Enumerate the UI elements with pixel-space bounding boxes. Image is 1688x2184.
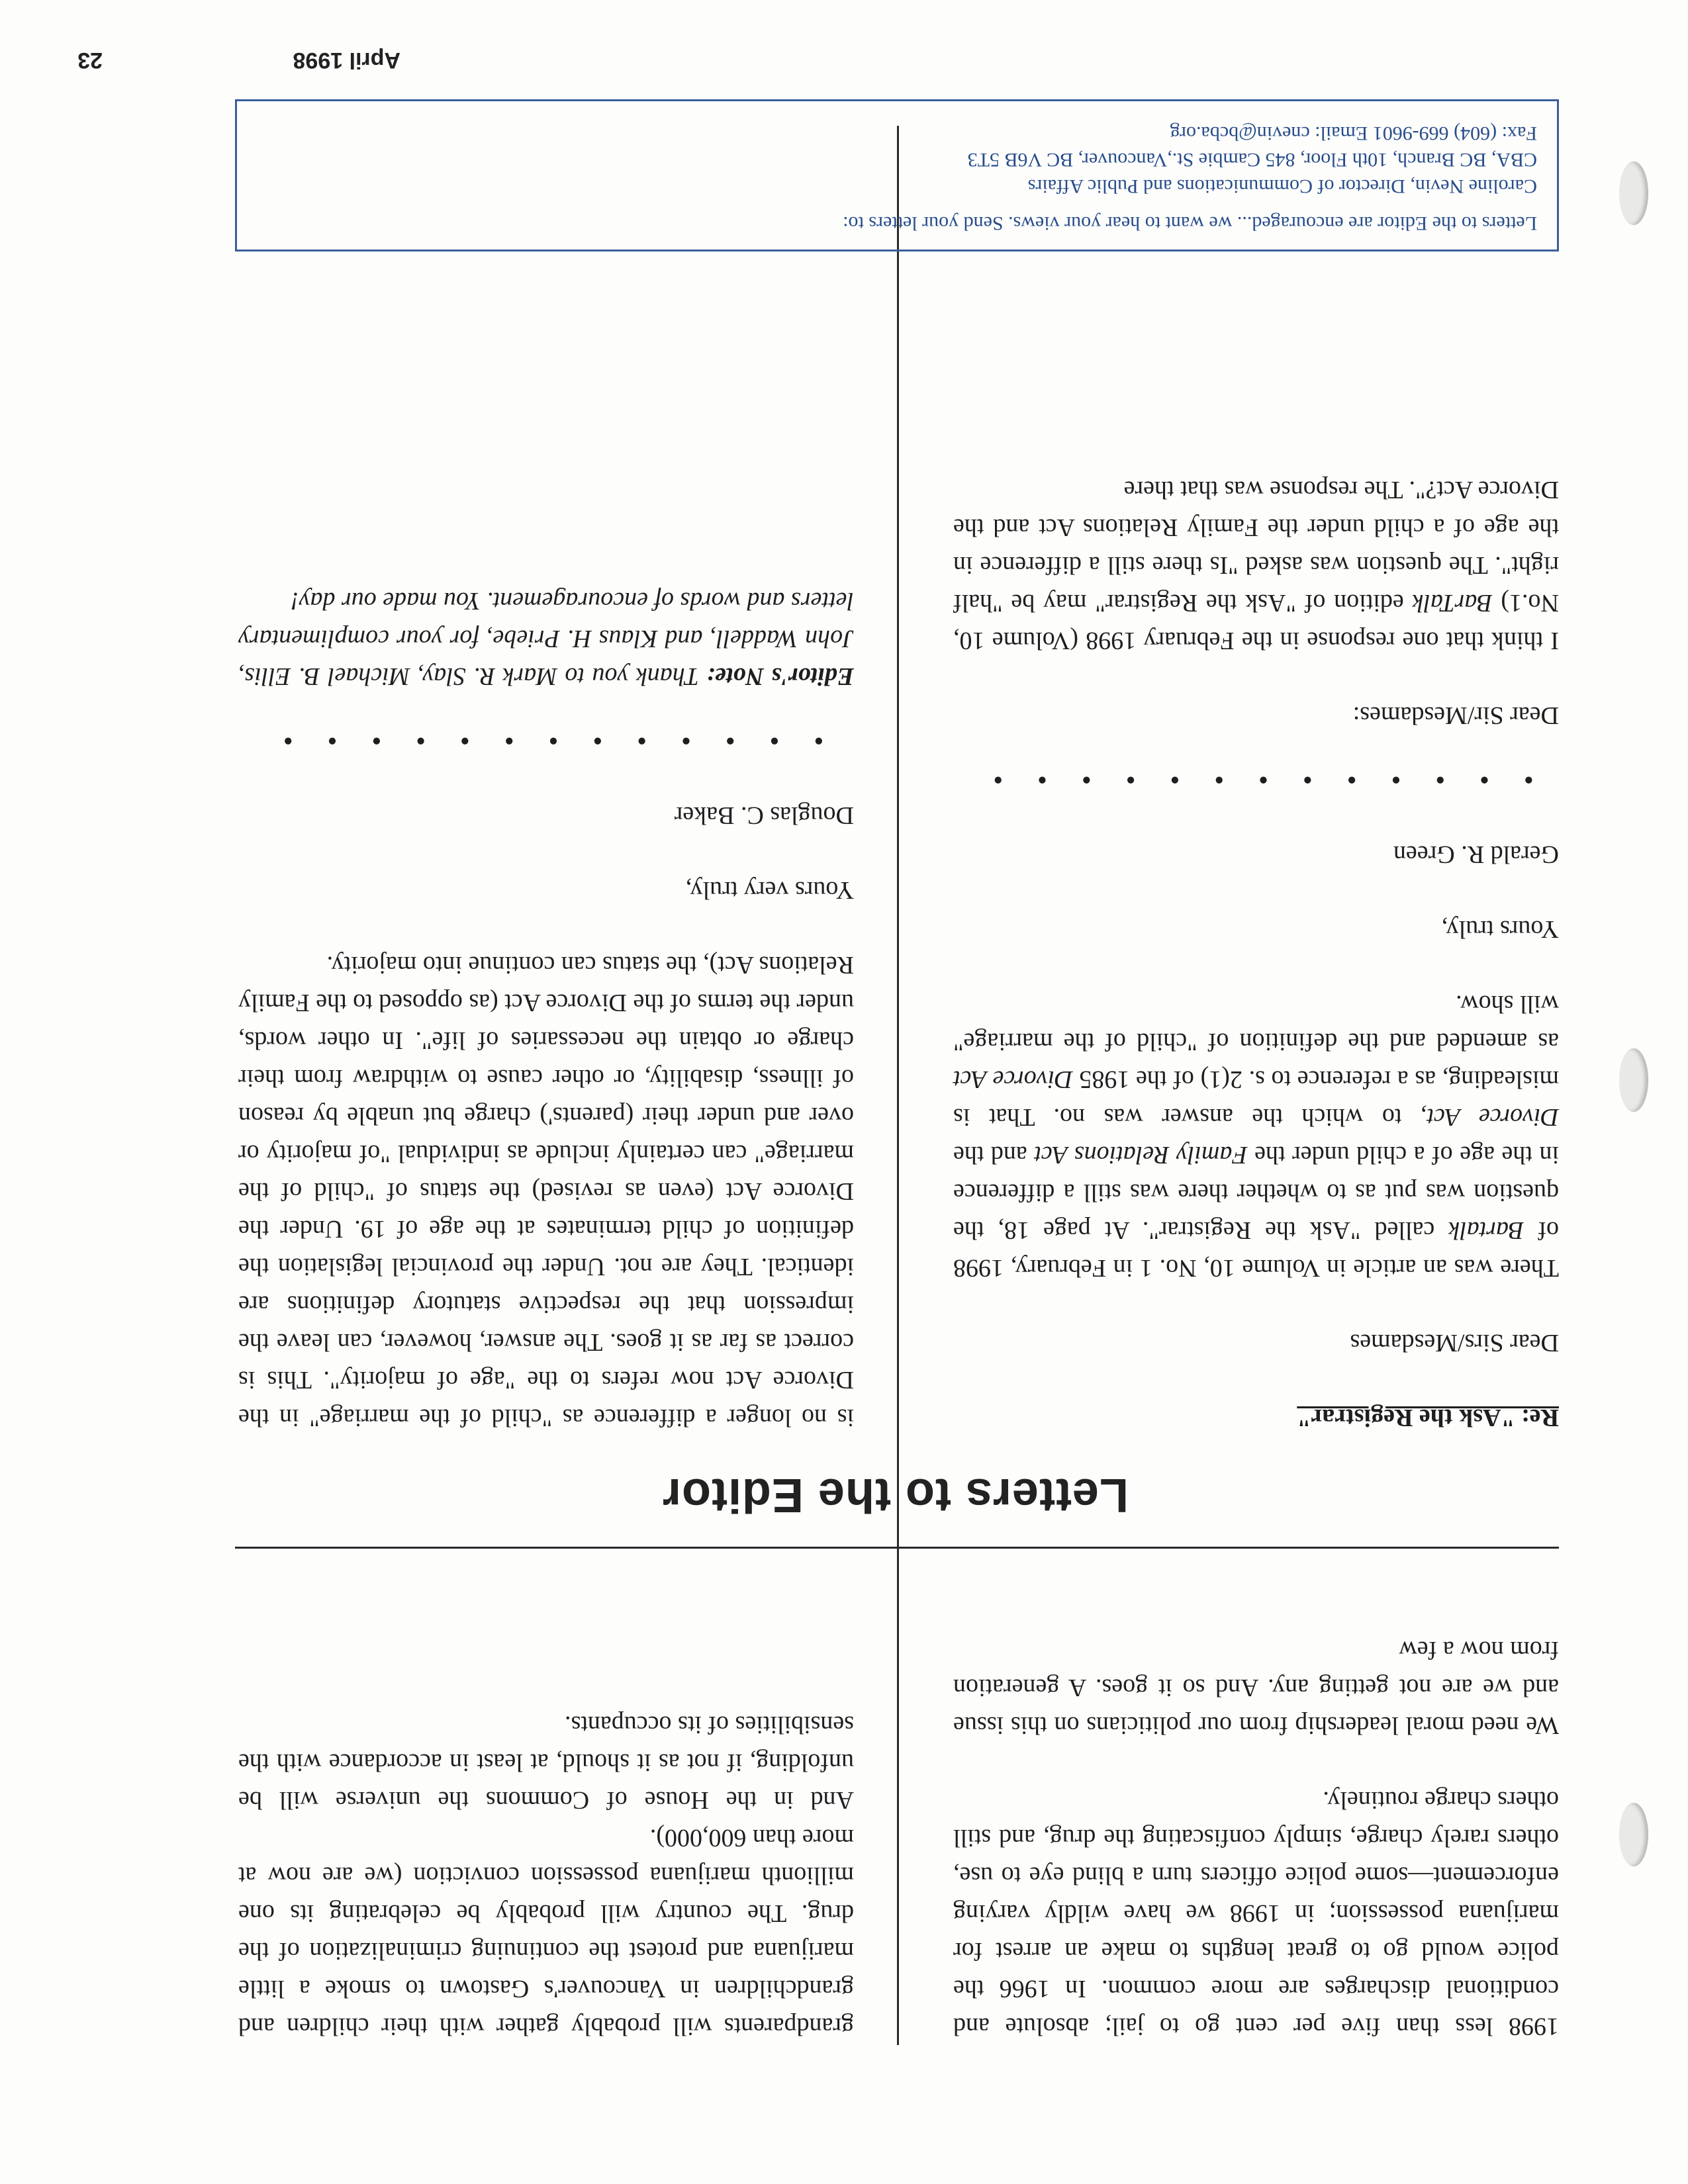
article-paragraph: And in the House of Commons the universe will be unfolding, if not as it should, at least in accordance with the sensibilities of its occupants. [238, 1711, 854, 1814]
article-paragraph: We need moral leadership from our politicians on this issue and we are not getting any. And so it goes. A generation from now a few [953, 1636, 1559, 1739]
letter-closing: Yours very truly, [685, 876, 854, 904]
letter-paragraph: I think that one response in the February 1998 (Volume 10, No.1) BarTalk edition of "Ask the Registrar" may be "half right". The question was asked "Is there still a difference in the age of a child under the Family Relations Act and the Divorce Act?". The response was that there [953, 476, 1559, 655]
contact-name: Caroline Nevin, Director of Communications and Public Affairs [1027, 175, 1537, 197]
letter-signature: Douglas C. Baker [674, 801, 854, 829]
separator-dots: • • • • • • • • • • • • • [979, 766, 1533, 794]
separator-dots: • • • • • • • • • • • • • [269, 727, 823, 754]
binder-hole-top [1619, 1803, 1648, 1866]
contact-address: CBA, BC Branch, 10th Floor, 845 Cambie St.,Vancouver, BC V6B 5T3 [967, 149, 1537, 171]
letter-salutation: Dear Sirs/Mesdames [1350, 1329, 1559, 1357]
binder-hole-bottom [1619, 161, 1648, 225]
footer-date: April 1998 [293, 48, 400, 73]
binder-hole-middle [1619, 1048, 1648, 1112]
letters-contact-box [235, 99, 1559, 251]
contact-fax-email: Fax: (604) 669-9601 Email: cnevin@bcba.org [1170, 122, 1537, 144]
article-paragraph: grandparents will probably gather with their children and grandchildren in Vancouver's Gastown to smoke a little marijuana and protest the continuing criminalization of the drug. The country will probably be celebrating its one millionth marijuana possession conviction (we are now at more than 600,000). [238, 1824, 854, 2040]
editors-note: Editor's Note: Thank you to Mark R. Slay, Michael B. Ellis, John Waddell, and Klaus H. Priebe, for your complimentary letters and words of encouragement. You made our day! [238, 587, 854, 690]
letter-subject: Re: "Ask the Registrar" [1297, 1404, 1559, 1432]
letter-signature: Gerald R. Green [1393, 841, 1559, 868]
letter-paragraph: is no longer a difference as "child of the marriage" in the Divorce Act now refers to the "age of majority". This is correct as far as it goes. The answer, however, can leave the impression that the respective statutory definitions are identical. They are not. Under the provincial legislation the definition of child terminates at the age of 19. Under the Divorce Act (even as revised) the status of "child of the marriage" can certainly include as individual "of majority or over and under their (parents') charge but unable by reason of illness, disability, or other cause to withdraw from their charge or obtain the necessaries of life". In other words, under the terms of the Divorce Act (as opposed to the Family Relations Act), the status can continue into majority. [238, 951, 854, 1432]
letter-salutation: Dear Sir/Mesdames: [1352, 702, 1559, 729]
letter-paragraph: There was an article in Volume 10, No. 1 in February, 1998 of Bartalk called "Ask the Registrar". At page 18, the question was put as to whether there was still a difference in the age of a child under the Family Relations Act and the Divorce Act, to which the answer was no. That is misleading, as a reference to s. 2(1) of the 1985 Divorce Act as amended and the definition of "child of the marriage" will show. [953, 990, 1559, 1282]
article-column-left [953, 1631, 1559, 2045]
page-title: Letters to the Editor [661, 1469, 1129, 1522]
contact-invitation: Letters to the Editor are encouraged... we want to hear your views. Send your letters to: [843, 212, 1537, 234]
letter-closing: Yours truly, [1441, 915, 1559, 943]
letters-column-right [238, 545, 854, 1436]
article-paragraph: 1998 less than five per cent go to jail; absolute and conditional discharges are more common. In 1966 the police would go to great lengths to make an arrest for marijuana possession; in 1998 we have wildly varying enforcement—some police officers turn a blind eye to use, others rarely charge, simply confiscating the drug, and still others charge routinely. [953, 1786, 1559, 2040]
column-divider [897, 126, 899, 2045]
section-rule [235, 1547, 1559, 1549]
letters-column-left [953, 471, 1559, 1436]
page-number: 23 [77, 48, 103, 73]
article-column-right [238, 1668, 854, 2045]
